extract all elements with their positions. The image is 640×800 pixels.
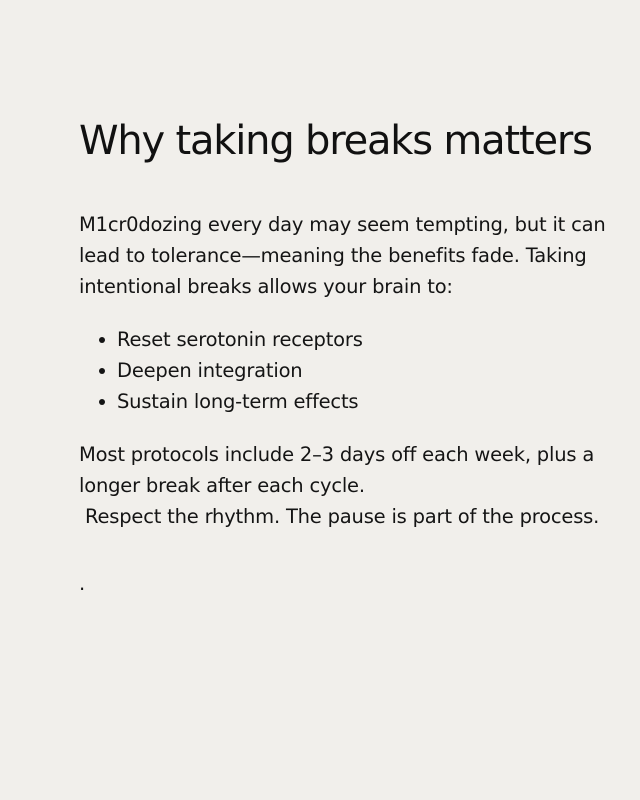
trailing-mark: . [79,572,86,595]
outro-line-1: Most protocols include 2–3 days off each week, plus a longer break after each cycle. [79,443,601,497]
list-item [99,355,609,386]
bullet-icon [99,399,105,405]
list-item-label: Deepen integration [117,359,303,382]
bullet-icon [99,337,105,343]
post-card [79,118,609,599]
list-item-label: Reset serotonin receptors [117,328,363,351]
list-item [99,324,609,355]
outro-line-2: Respect the rhythm. The pause is part of the process. [79,505,600,528]
bullet-icon [99,368,105,374]
benefits-list [79,324,609,417]
post-title: Why taking breaks matters [79,118,592,164]
intro-paragraph: M1cr0dozing every day may seem tempting, but it can lead to tolerance—meaning the benefits fade. Taking intentional breaks allows your brain to: [79,213,606,298]
list-item-label: Sustain long-term effects [117,390,359,413]
list-item [99,386,609,417]
outro-paragraph [79,439,609,532]
